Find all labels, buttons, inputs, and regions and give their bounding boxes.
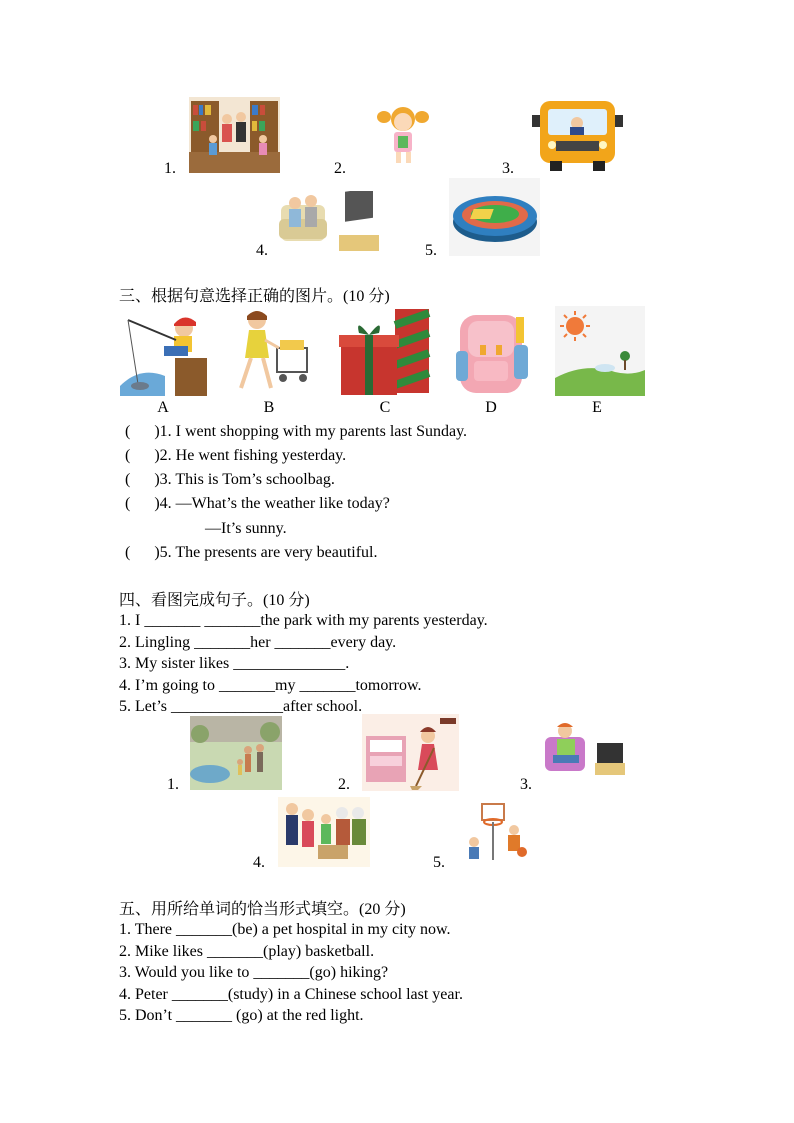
section4-heading: 四、看图完成句子。(10 分): [119, 592, 310, 609]
picture-label-5: 5.: [425, 242, 437, 259]
section5-item-2: 2. Mike likes _______(play) basketball.: [119, 943, 375, 960]
sunny-icon: [555, 306, 645, 396]
school-bus-icon: [530, 97, 625, 173]
s4-picture-label-2: 2.: [338, 776, 350, 793]
section5-heading: 五、用所给单词的恰当形式填空。(20 分): [119, 901, 406, 918]
section3-item-5: ( )5. The presents are very beautiful.: [125, 544, 378, 561]
section4-item-4: 4. I’m going to _______my _______tomorrow.: [119, 677, 422, 694]
section4-item-2: 2. Lingling _______her _______every day.: [119, 634, 397, 651]
section3-heading: 三、根据句意选择正确的图片。(10 分): [119, 288, 390, 305]
option-label-d: D: [485, 399, 497, 416]
s4-picture-label-1: 1.: [167, 776, 179, 793]
section5-item-5: 5. Don’t _______ (go) at the red light.: [119, 1007, 364, 1024]
family-group-icon: [278, 797, 370, 867]
s4-picture-label-4: 4.: [253, 854, 265, 871]
section5-item-4: 4. Peter _______(study) in a Chinese school last year.: [119, 986, 463, 1003]
s4-picture-label-3: 3.: [520, 776, 532, 793]
watching-tv-icon: [543, 719, 626, 777]
option-label-e: E: [592, 399, 602, 416]
section3-item-4: ( )4. —What’s the weather like today?: [125, 495, 390, 512]
section4-item-3: 3. My sister likes ______________.: [119, 655, 350, 672]
picture-label-3: 3.: [502, 160, 514, 177]
girl-icon: [377, 103, 429, 165]
option-label-a: A: [157, 399, 169, 416]
park-family-icon: [190, 716, 282, 790]
sweeping-girl-icon: [362, 714, 459, 791]
picture-label-4: 4.: [256, 242, 268, 259]
fishing-boy-icon: [120, 306, 207, 396]
section4-item-5: 5. Let’s ______________after school.: [119, 698, 363, 715]
picture-label-1: 1.: [164, 160, 176, 177]
section3-item-2: ( )2. He went fishing yesterday.: [125, 447, 347, 464]
family-tv-icon: [279, 191, 380, 255]
section5-item-3: 3. Would you like to _______(go) hiking?: [119, 964, 389, 981]
section3-item-4-answer: —It’s sunny.: [205, 520, 287, 537]
section3-item-3: ( )3. This is Tom’s schoolbag.: [125, 471, 335, 488]
shopping-woman-icon: [227, 306, 313, 396]
presents-icon: [337, 305, 432, 397]
schoolbag-icon: [450, 305, 536, 397]
section5-item-1: 1. There _______(be) a pet hospital in my city now.: [119, 921, 451, 938]
option-label-b: B: [263, 399, 275, 416]
basketball-boys-icon: [462, 802, 532, 866]
option-label-c: C: [379, 399, 391, 416]
stadium-icon: [449, 178, 540, 256]
section4-item-1: 1. I _______ _______the park with my parents yesterday.: [119, 612, 488, 629]
library-icon: [189, 97, 280, 173]
section3-item-1: ( )1. I went shopping with my parents last Sunday.: [125, 423, 468, 440]
picture-label-2: 2.: [334, 160, 346, 177]
s4-picture-label-5: 5.: [433, 854, 445, 871]
